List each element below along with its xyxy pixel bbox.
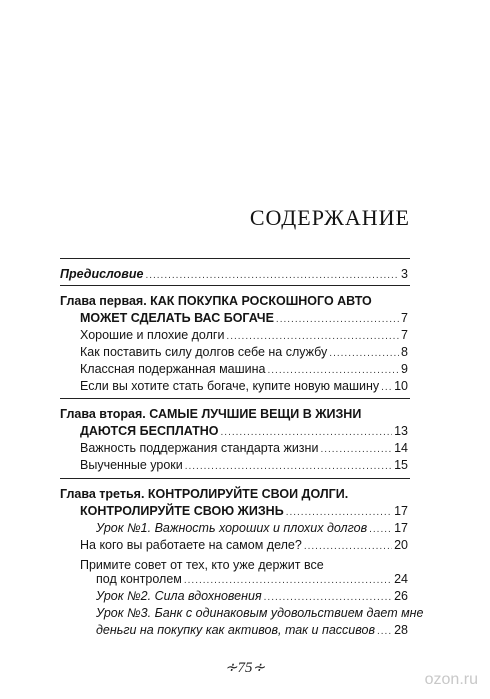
page-number: 15 — [394, 458, 408, 472]
chapter-1-heading: Глава первая. КАК ПОКУПКА РОСКОШНОГО АВТО — [60, 294, 372, 308]
entry-title: Хорошие и плохие долги — [80, 328, 225, 342]
leader-dots — [381, 380, 392, 396]
entry-title: Классная подержанная машина — [80, 362, 266, 376]
toc-entry-line1: Примите совет от тех, кто уже держит все — [80, 558, 324, 572]
leader-dots — [329, 346, 399, 362]
entry-title: Урок №1. Важность хороших и плохих долгов — [96, 521, 368, 535]
entry-title: деньги на покупку как активов, так и пассивов — [96, 623, 375, 637]
toc-entry — [80, 537, 408, 553]
toc-entry-lesson-3-line1: Урок №3. Банк с одинаковым удовольствием дает мне — [96, 606, 424, 620]
chapter-3-heading: Глава третья. КОНТРОЛИРУЙТЕ СВОИ ДОЛГИ. — [60, 487, 349, 501]
entry-title: ДАЮТСЯ БЕСПЛАТНО — [80, 424, 219, 438]
toc-entry-chapter-1 — [80, 310, 408, 326]
page-number: 13 — [394, 424, 408, 438]
toc-entry — [80, 457, 408, 473]
page-number: 7 — [401, 311, 408, 325]
toc-entry — [96, 571, 408, 587]
toc-entry — [80, 440, 408, 456]
entry-title: под контролем — [96, 572, 182, 586]
entry-title: Как поставить силу долгов себе на службу — [80, 345, 328, 359]
leader-dots — [184, 573, 392, 589]
entry-title: МОЖЕТ СДЕЛАТЬ ВАС БОГАЧЕ — [80, 311, 274, 325]
leader-dots — [221, 425, 393, 441]
page-number: 17 — [394, 504, 408, 518]
page-number: 9 — [401, 362, 408, 376]
toc-entry — [80, 361, 408, 377]
divider — [60, 258, 410, 259]
page-number: 7 — [401, 328, 408, 342]
leader-dots — [268, 363, 400, 379]
toc-entry-lesson-3 — [96, 622, 408, 638]
chapter-2-heading: Глава вторая. САМЫЕ ЛУЧШИЕ ВЕЩИ В ЖИЗНИ — [60, 407, 362, 421]
page-number: 14 — [394, 441, 408, 455]
toc-entry — [80, 378, 408, 394]
leader-dots — [145, 268, 399, 284]
toc-entry-preface — [60, 266, 408, 282]
leader-dots — [320, 442, 392, 458]
page-number: 3 — [401, 267, 408, 281]
toc-entry — [80, 327, 408, 343]
page-number: 26 — [394, 589, 408, 603]
entry-title: Урок №2. Сила вдохновения — [96, 589, 262, 603]
toc-entry-chapter-2 — [80, 423, 408, 439]
page-number: 10 — [394, 379, 408, 393]
leader-dots — [185, 459, 392, 475]
entry-title: Выученные уроки — [80, 458, 183, 472]
leader-dots — [377, 624, 392, 640]
entry-title: Если вы хотите стать богаче, купите новую машину — [80, 379, 380, 393]
page-number-footer: ∻75∻ — [224, 660, 266, 676]
toc-entry-chapter-3 — [80, 503, 408, 519]
watermark: ozon.ru — [424, 671, 478, 688]
entry-title: Предисловие — [60, 267, 144, 281]
toc-entry-lesson-1 — [96, 520, 408, 536]
page-number: 20 — [394, 538, 408, 552]
divider — [60, 285, 410, 286]
entry-title: Важность поддержания стандарта жизни — [80, 441, 319, 455]
toc-entry — [80, 344, 408, 360]
leader-dots — [369, 522, 392, 538]
entry-title: КОНТРОЛИРУЙТЕ СВОЮ ЖИЗНЬ — [80, 504, 284, 518]
leader-dots — [264, 590, 392, 606]
leader-dots — [226, 329, 399, 345]
divider — [60, 478, 410, 479]
leader-dots — [276, 312, 399, 328]
page-number: 28 — [394, 623, 408, 637]
leader-dots — [304, 539, 392, 555]
leader-dots — [286, 505, 392, 521]
toc-title: СОДЕРЖАНИЕ — [249, 205, 410, 230]
entry-title: На кого вы работаете на самом деле? — [80, 538, 302, 552]
page-number: 17 — [394, 521, 408, 535]
toc-entry-lesson-2 — [96, 588, 408, 604]
page-number: 8 — [401, 345, 408, 359]
divider — [60, 398, 410, 399]
page-number: 24 — [394, 572, 408, 586]
